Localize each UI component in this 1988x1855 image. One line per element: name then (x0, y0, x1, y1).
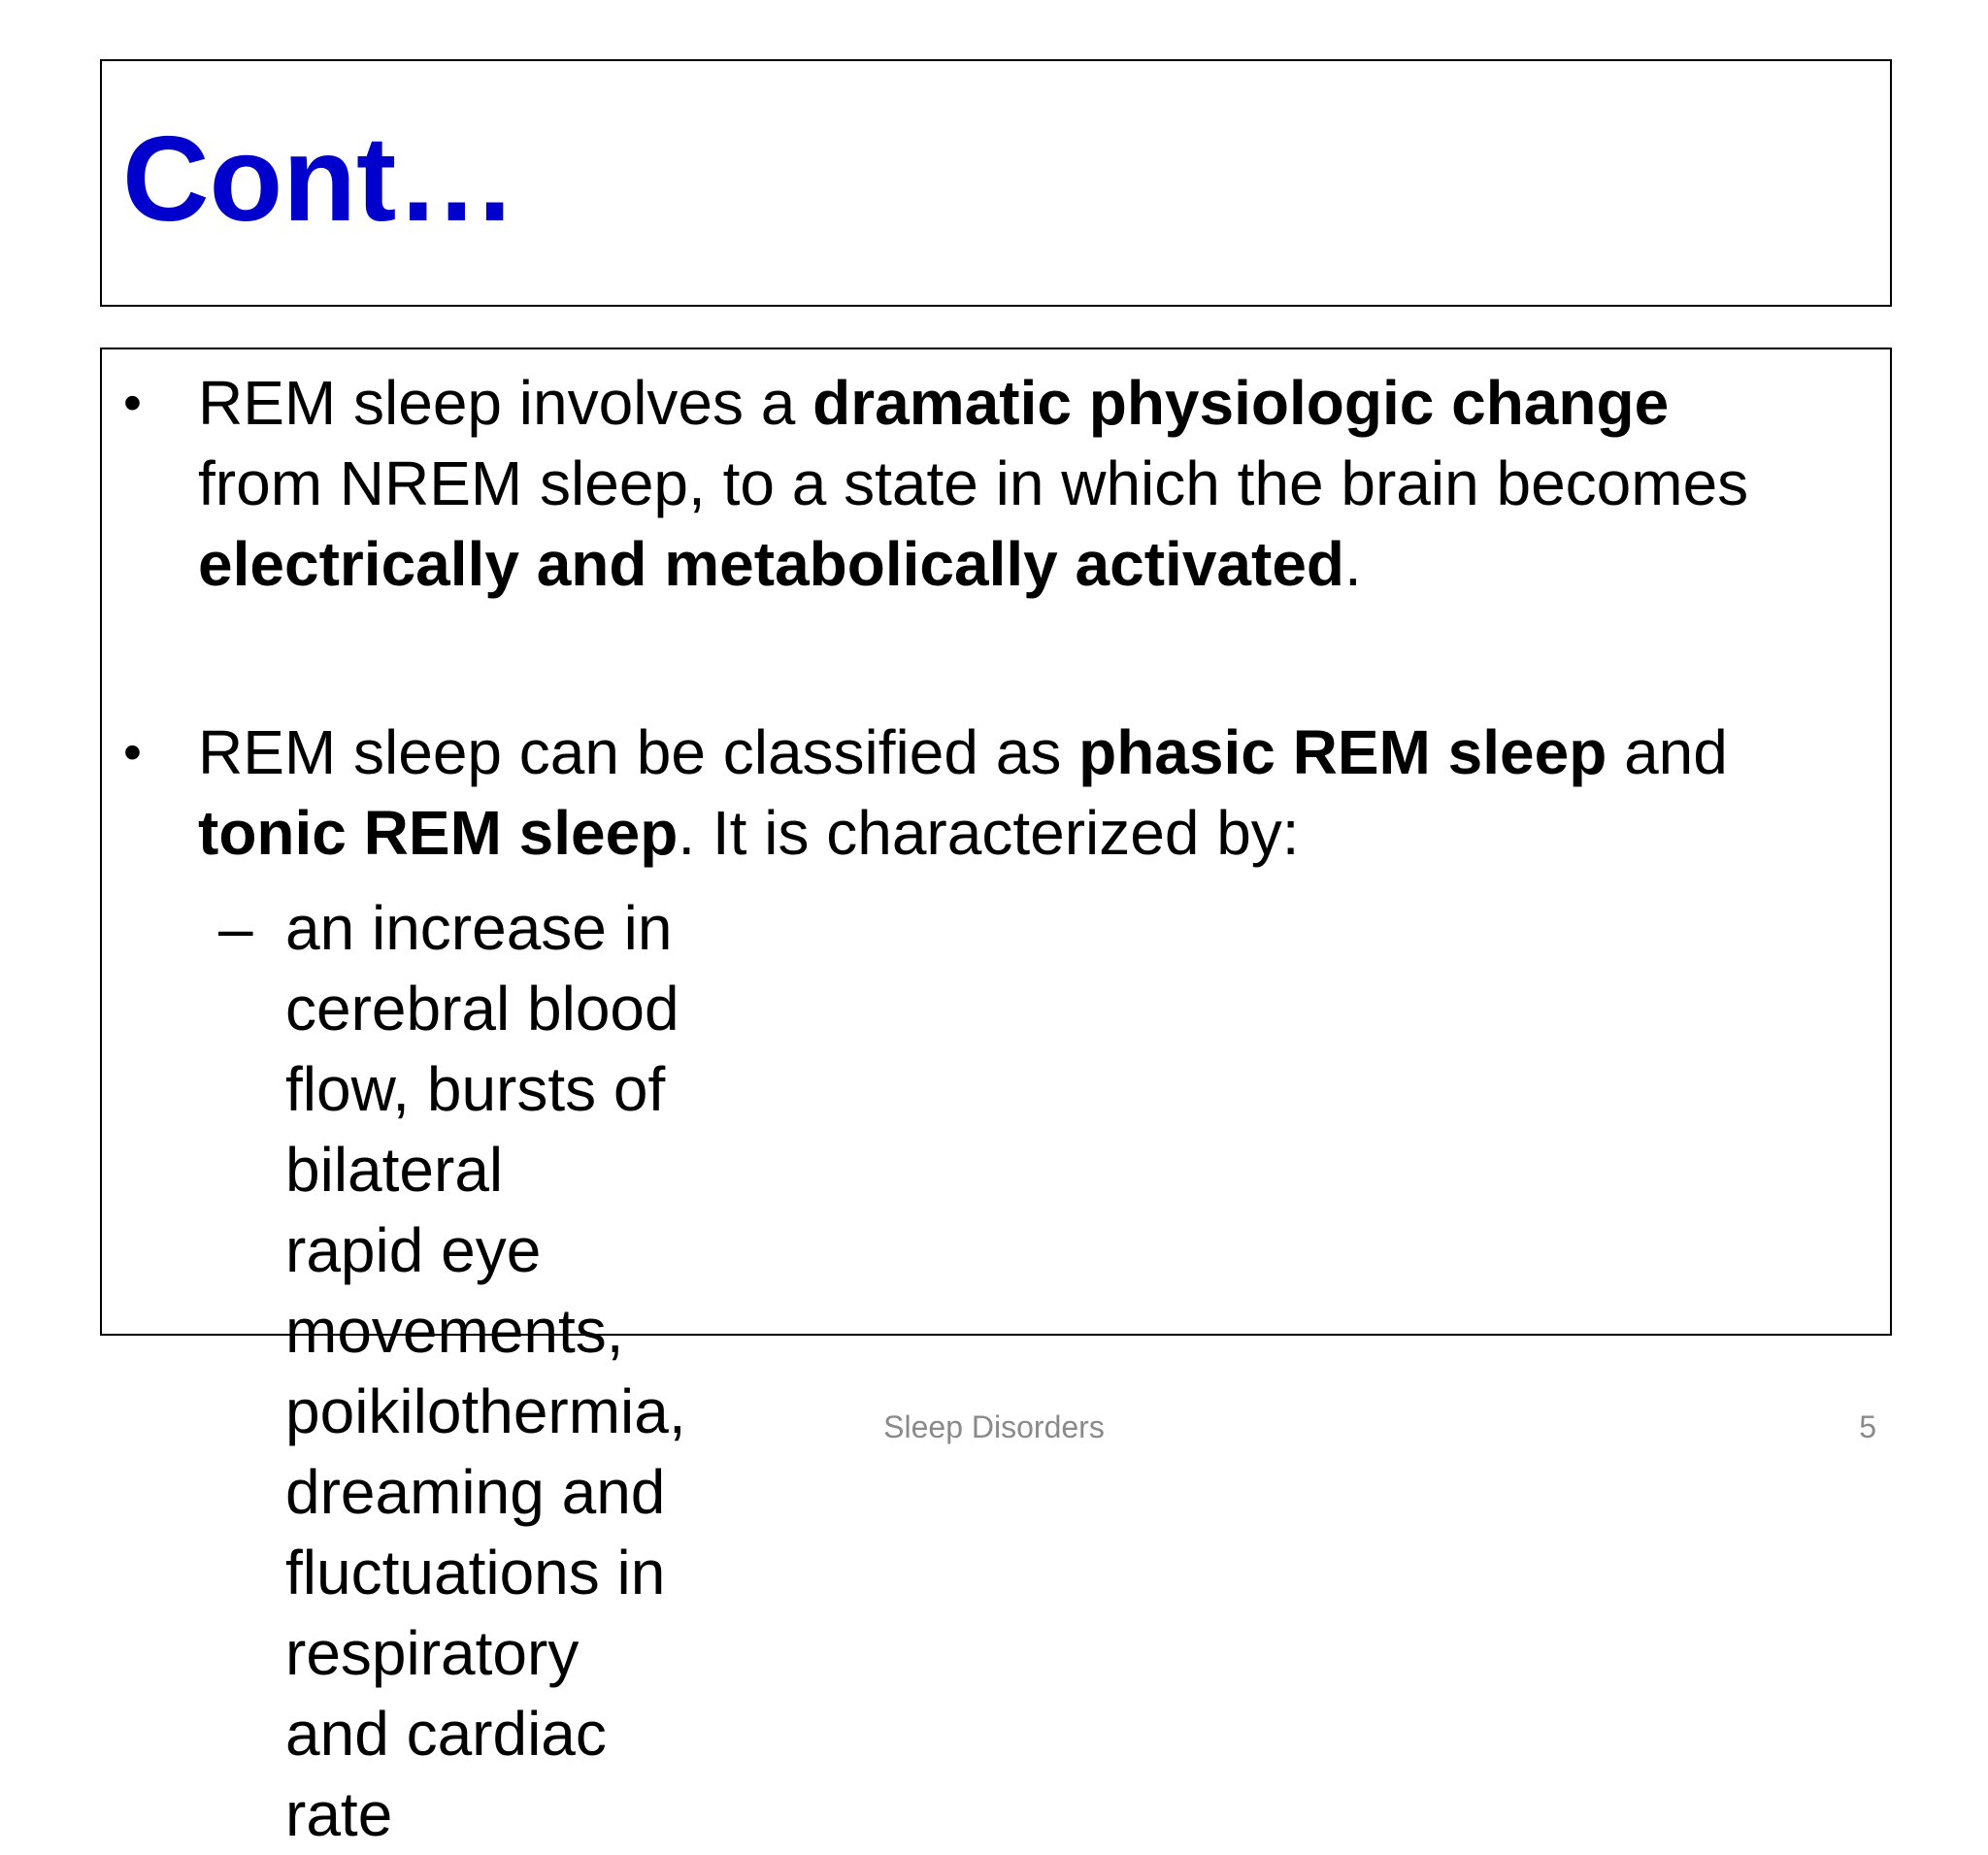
bullet-line (198, 363, 1748, 444)
text-run: . (1344, 529, 1362, 599)
text-run: REM sleep can be classified as (198, 717, 1079, 787)
slide-title: Cont… (122, 113, 517, 247)
bullet-text (198, 363, 1748, 605)
bold-text-run: tonic REM sleep (198, 798, 679, 868)
title-placeholder (100, 59, 1892, 307)
bullet-line: fluctuations in respiratory and cardiac rate (285, 1538, 666, 1849)
bold-text-run: dramatic physiologic change (812, 368, 1670, 438)
slide-number: 5 (1859, 1409, 1876, 1444)
bullet-dot-icon: • (123, 374, 142, 432)
text-run: . It is characterized by: (678, 798, 1300, 868)
bullet-line (198, 712, 1728, 793)
bullet-line: rapid eye movements, poikilothermia, dreaming and (285, 1215, 686, 1527)
dash-icon: – (218, 893, 253, 963)
bold-text-run: phasic REM sleep (1078, 717, 1607, 787)
bullet-text (198, 712, 1728, 874)
footer-label: Sleep Disorders (883, 1409, 1105, 1444)
bullet-line (198, 793, 1728, 874)
bullet-line: an increase in cerebral blood flow, bursts of bilateral (285, 893, 679, 1205)
bullet-line (198, 524, 1748, 605)
text-run: and (1607, 717, 1728, 787)
bullet-line: from NREM sleep, to a state in which the brain becomes (198, 448, 1749, 518)
text-run: REM sleep involves a (198, 368, 813, 438)
sub-bullet-text (285, 888, 686, 1855)
bullet-dot-icon: • (123, 723, 142, 781)
bold-text-run: electrically and metabolically activated (198, 529, 1344, 599)
